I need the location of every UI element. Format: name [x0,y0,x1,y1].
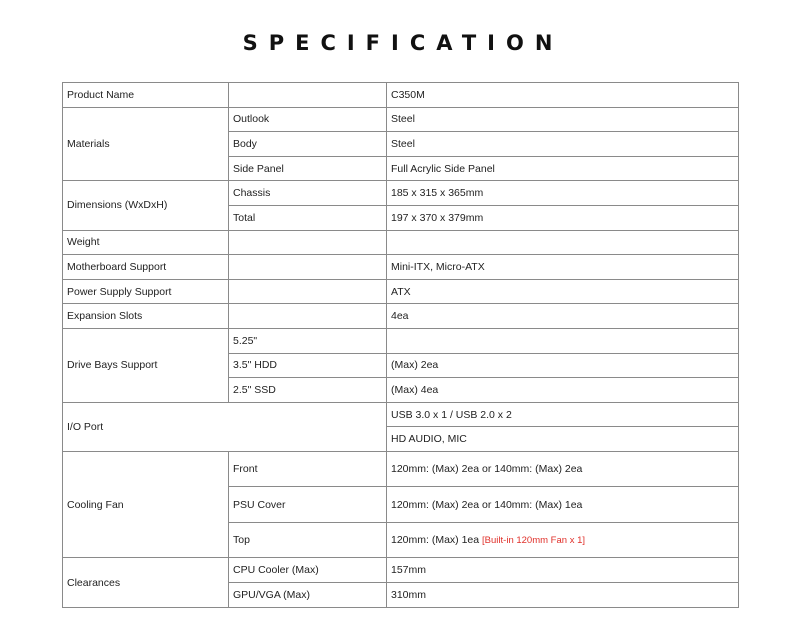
table-row [63,328,739,353]
row-sub-label [229,304,387,329]
row-value: Full Acrylic Side Panel [387,156,739,181]
row-sub-label: GPU/VGA (Max) [229,583,387,608]
table-row [63,181,739,206]
row-sub-label: Body [229,132,387,157]
row-value: Steel [387,107,739,132]
row-value: 310mm [387,583,739,608]
row-value: C350M [387,83,739,108]
row-sub-label [229,255,387,280]
row-sub-label: Outlook [229,107,387,132]
row-value: (Max) 4ea [387,378,739,403]
row-sub-label [229,230,387,255]
table-row [63,304,739,329]
row-value: HD AUDIO, MIC [387,427,739,452]
table-row [63,230,739,255]
row-label: I/O Port [63,402,387,451]
built-in-fan-note: [Built-in 120mm Fan x 1] [482,535,586,547]
row-value: 185 x 315 x 365mm [387,181,739,206]
row-value: (Max) 2ea [387,353,739,378]
row-value [387,522,739,558]
row-sub-label: 5.25" [229,328,387,353]
row-sub-label: Total [229,205,387,230]
spec-table [62,82,739,608]
row-label: Motherboard Support [63,255,229,280]
row-label: Clearances [63,558,229,607]
row-value [387,230,739,255]
row-value: Mini-ITX, Micro-ATX [387,255,739,280]
row-label: Cooling Fan [63,451,229,558]
page-title: SPECIFICATION [242,31,564,55]
row-sub-label: Side Panel [229,156,387,181]
row-label: Drive Bays Support [63,328,229,402]
row-value: USB 3.0 x 1 / USB 2.0 x 2 [387,402,739,427]
row-sub-label: Front [229,451,387,487]
table-row [63,558,739,583]
row-label: Power Supply Support [63,279,229,304]
row-value: 4ea [387,304,739,329]
table-row [63,83,739,108]
row-sub-label: Top [229,522,387,558]
row-value: 120mm: (Max) 2ea or 140mm: (Max) 2ea [387,451,739,487]
table-row [63,451,739,487]
row-sub-label: 3.5" HDD [229,353,387,378]
row-label: Weight [63,230,229,255]
row-sub-label [229,83,387,108]
row-sub-label: CPU Cooler (Max) [229,558,387,583]
row-sub-label [229,279,387,304]
row-value [387,328,739,353]
row-sub-label: 2.5" SSD [229,378,387,403]
row-label: Materials [63,107,229,181]
row-value: ATX [387,279,739,304]
table-row [63,107,739,132]
row-value: 157mm [387,558,739,583]
row-label: Dimensions (WxDxH) [63,181,229,230]
row-value: 197 x 370 x 379mm [387,205,739,230]
row-label: Product Name [63,83,229,108]
row-sub-label: Chassis [229,181,387,206]
table-row [63,279,739,304]
table-row [63,255,739,280]
row-value: 120mm: (Max) 2ea or 140mm: (Max) 1ea [387,487,739,523]
row-value: Steel [387,132,739,157]
row-value-text: 120mm: (Max) 1ea [391,534,480,547]
table-row [63,402,739,427]
row-sub-label: PSU Cover [229,487,387,523]
row-label: Expansion Slots [63,304,229,329]
